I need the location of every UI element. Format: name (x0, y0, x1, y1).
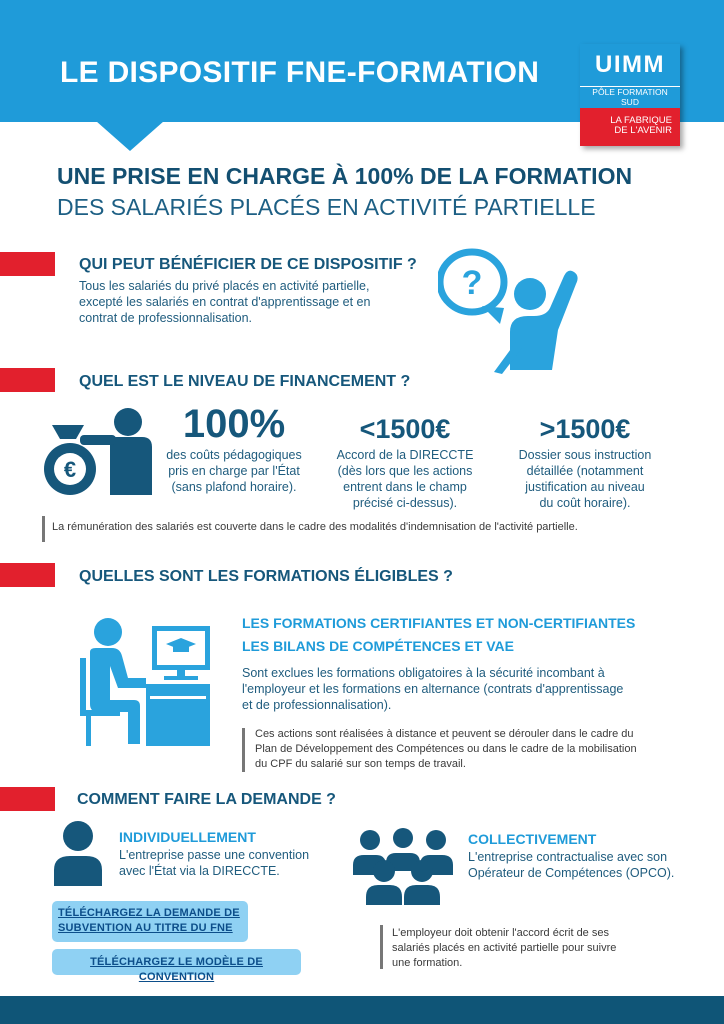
request-note (392, 926, 672, 971)
header-notch (96, 121, 164, 151)
logo-tagline-line1: LA FABRIQUE (610, 115, 672, 126)
text-line: détaillée (notamment (526, 464, 644, 478)
subtitle-line1: UNE PRISE EN CHARGE À 100% DE LA FORMATION (57, 163, 633, 189)
collective-title: COLLECTIVEMENT (468, 831, 597, 847)
text-line: Plan de Développement des Compétences ou dans le cadre de la mobilisation (255, 743, 637, 755)
note-divider (380, 925, 383, 969)
button-label-line: SUBVENTION AU TITRE DU FNE (58, 922, 233, 934)
logo-name: UIMM (580, 44, 680, 86)
person-money-bag-icon (44, 405, 156, 499)
logo-subtitle (580, 86, 680, 108)
section-marker (0, 787, 55, 811)
note-divider (242, 728, 245, 772)
text-line: Opérateur de Compétences (OPCO). (468, 866, 675, 880)
text-line: salariés placés en activité partielle pour suivre (392, 942, 617, 954)
section-heading-request: COMMENT FAIRE LA DEMANDE ? (77, 791, 336, 808)
collective-text (468, 849, 708, 881)
text-line: entrent dans le champ (343, 480, 467, 494)
text-line: L'employeur doit obtenir l'accord écrit de ses (392, 927, 609, 939)
text-line: Sont exclues les formations obligatoires à la sécurité incombant à (242, 666, 605, 680)
logo-tagline (580, 108, 680, 146)
note-divider (42, 516, 45, 542)
logo-subtitle-line2: SUD (621, 96, 639, 107)
text-line: et de professionnalisation). (242, 698, 392, 712)
individual-title: INDIVIDUELLEMENT (119, 829, 256, 845)
funding-desc-2 (330, 447, 480, 511)
text-line: pris en charge par l'État (168, 464, 300, 478)
text-line: des coûts pédagogiques (166, 448, 302, 462)
section-marker (0, 252, 55, 276)
section-heading-who: QUI PEUT BÉNÉFICIER DE CE DISPOSITIF ? (79, 256, 417, 273)
text-line: (sans plafond horaire). (171, 480, 297, 494)
single-person-icon (50, 820, 106, 888)
download-subsidy-request-button[interactable] (52, 901, 248, 942)
group-people-icon (350, 827, 456, 905)
euro-glyph: € (63, 457, 77, 482)
text-line: contrat de professionnalisation. (79, 311, 253, 325)
funding-value-3: >1500€ (539, 414, 631, 444)
person-computer-icon (76, 616, 214, 748)
eligible-title-2: LES BILANS DE COMPÉTENCES ET VAE (242, 638, 514, 654)
subtitle-line2: DES SALARIÉS PLACÉS EN ACTIVITÉ PARTIELLE (57, 194, 596, 220)
eligible-title-1: LES FORMATIONS CERTIFIANTES ET NON-CERTIFIANTES (242, 615, 636, 631)
uimm-logo (580, 44, 680, 146)
text-line: L'entreprise contractualise avec son (468, 850, 668, 864)
section-heading-funding: QUEL EST LE NIVEAU DE FINANCEMENT ? (79, 373, 411, 390)
section-marker (0, 563, 55, 587)
text-line: Tous les salariés du privé placés en activité partielle, (79, 279, 370, 293)
funding-value-2: <1500€ (359, 414, 451, 444)
text-line: excepté les salariés en contrat d'apprentissage et en (79, 295, 371, 309)
section-marker (0, 368, 55, 392)
logo-subtitle-line1: PÔLE FORMATION (592, 87, 668, 97)
text-line: une formation. (392, 957, 463, 969)
page-title: LE DISPOSITIF FNE-FORMATION (60, 56, 540, 89)
funding-note: La rémunération des salariés est couverte dans le cadre des modalités d'indemnisation de l'activité partielle. (52, 521, 578, 533)
download-convention-model-button[interactable]: TÉLÉCHARGEZ LE MODÈLE DE CONVENTION (52, 949, 301, 975)
text-line: Ces actions sont réalisées à distance et peuvent se dérouler dans le cadre du (255, 728, 634, 740)
section-who-text (79, 278, 409, 326)
button-label-line: TÉLÉCHARGEZ LA DEMANDE DE (58, 907, 240, 919)
eligible-note (255, 727, 695, 772)
footer-bar (0, 996, 724, 1024)
text-line: Dossier sous instruction (518, 448, 652, 462)
text-line: avec l'État via la DIRECCTE. (119, 864, 280, 878)
text-line: précisé ci-dessus). (352, 496, 458, 510)
text-line: l'employeur et les formations en alternance (contrats d'apprentissage (242, 682, 624, 696)
individual-text (119, 847, 339, 879)
person-question-icon (438, 246, 583, 376)
text-line: du CPF du salarié sur son temps de travail. (255, 758, 466, 770)
text-line: (dès lors que les actions (337, 464, 473, 478)
question-mark-glyph: ? (461, 264, 483, 302)
text-line: L'entreprise passe une convention (119, 848, 310, 862)
eligible-exclusions (242, 665, 682, 713)
section-heading-eligible: QUELLES SONT LES FORMATIONS ÉLIGIBLES ? (79, 568, 453, 585)
text-line: justification au niveau (525, 480, 645, 494)
text-line: du coût horaire). (539, 496, 631, 510)
funding-value-1: 100% (182, 402, 286, 446)
text-line: Accord de la DIRECCTE (336, 448, 474, 462)
funding-desc-3 (508, 447, 662, 511)
funding-desc-1 (160, 447, 308, 495)
logo-tagline-line2: DE L'AVENIR (614, 125, 672, 136)
